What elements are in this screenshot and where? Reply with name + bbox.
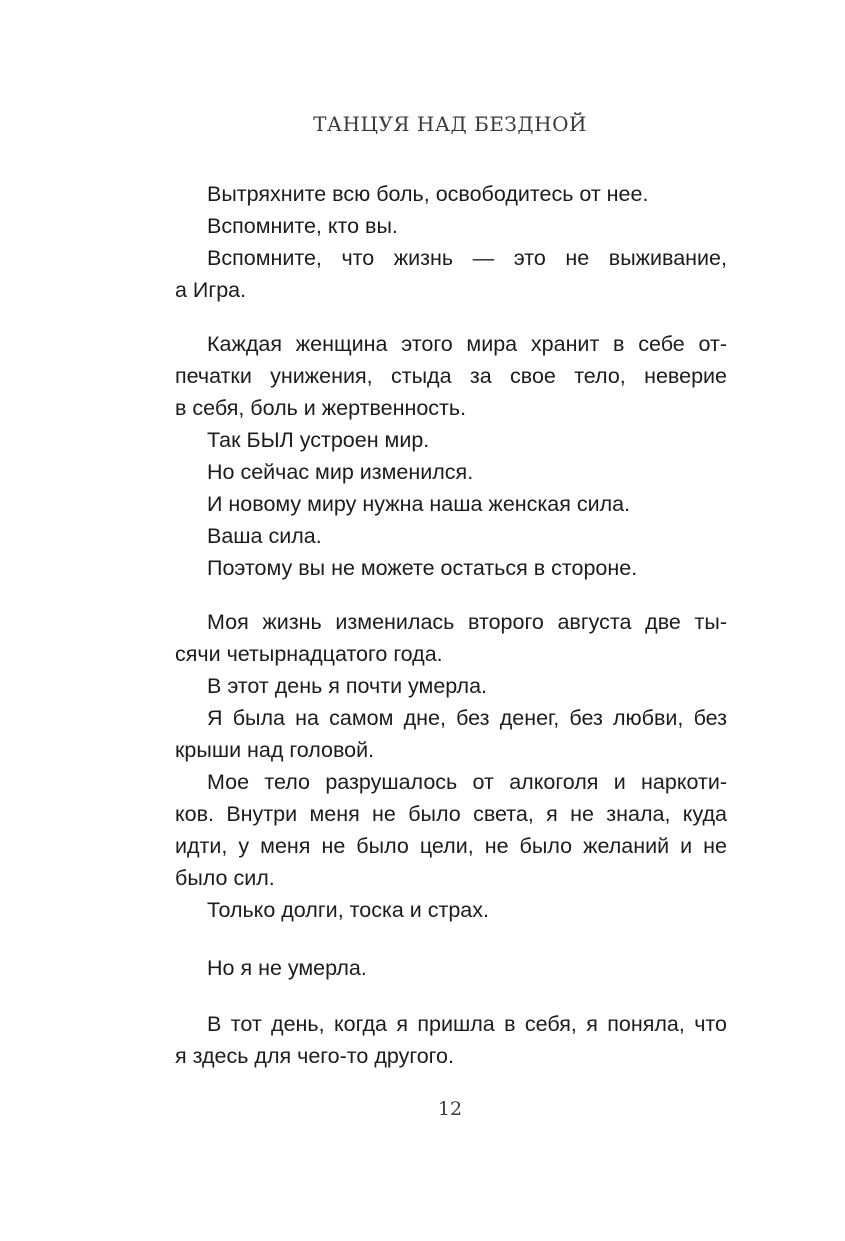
page-number: 12 xyxy=(437,1098,463,1120)
text-line: Но сейчас мир изменился. xyxy=(207,460,474,484)
text-line: Поэтому вы не можете остаться в стороне. xyxy=(207,556,638,580)
text-line: идти, у меня не было цели, не было желаний и не xyxy=(175,834,727,858)
text-line: было сил. xyxy=(175,866,275,890)
text-line: И новому миру нужна наша женская сила. xyxy=(207,492,631,516)
text-line: Но я не умерла. xyxy=(207,956,367,980)
text-line: печатки унижения, стыда за свое тело, неверие xyxy=(175,364,727,388)
text-line: ков. Внутри меня не было света, я не знала, куда xyxy=(175,802,727,826)
text-line: Вспомните, кто вы. xyxy=(207,214,398,238)
running-head-title: ТАНЦУЯ НАД БЕЗДНОЙ xyxy=(313,112,587,136)
text-line: Ваша сила. xyxy=(207,524,322,548)
text-line: в себя, боль и жертвенность. xyxy=(175,396,467,420)
text-line: Моя жизнь изменилась второго августа две ты- xyxy=(207,610,727,634)
text-line: Так БЫЛ устроен мир. xyxy=(207,428,430,452)
text-line: сячи четырнадцатого года. xyxy=(175,642,443,666)
text-line: Только долги, тоска и страх. xyxy=(207,898,489,922)
text-line: Каждая женщина этого мира хранит в себе от- xyxy=(207,332,727,356)
text-line: Мое тело разрушалось от алкоголя и наркоти- xyxy=(207,770,727,794)
text-line: В тот день, когда я пришла в себя, я поняла, что xyxy=(207,1012,727,1036)
text-line: Я была на самом дне, без денег, без любви, без xyxy=(207,706,727,730)
text-line: Вытряхните всю боль, освободитесь от нее. xyxy=(207,182,649,206)
text-line: Вспомните, что жизнь — это не выживание, xyxy=(207,246,727,270)
text-line: В этот день я почти умерла. xyxy=(207,674,487,698)
text-line: а Игра. xyxy=(175,278,247,302)
text-line: я здесь для чего-то другого. xyxy=(175,1044,454,1068)
text-line: крыши над головой. xyxy=(175,738,375,762)
